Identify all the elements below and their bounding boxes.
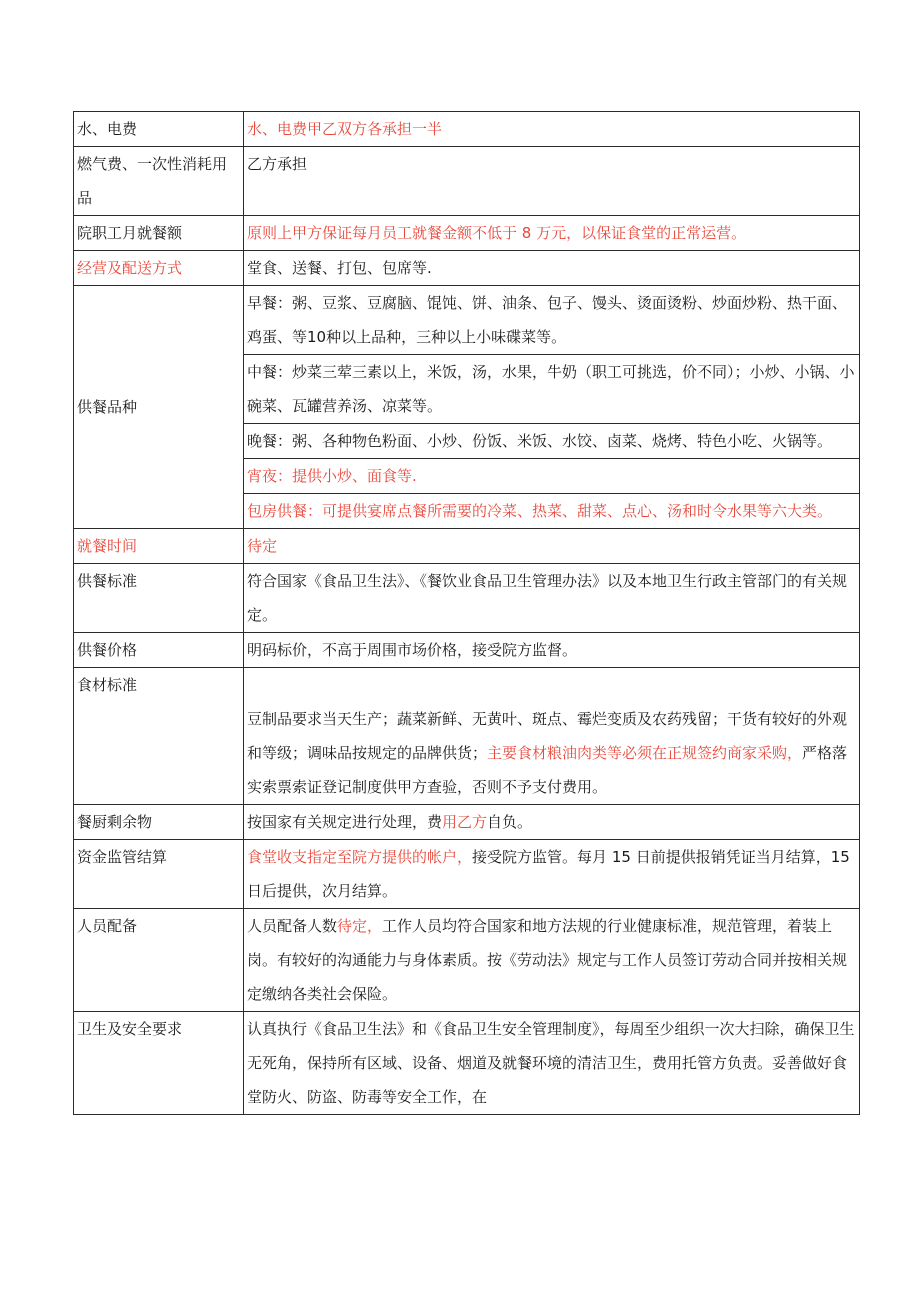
row-label: 餐厨剩余物	[74, 805, 244, 840]
text-segment: 豆制品要求当天生产；蔬菜新鲜、无黄叶、斑点、霉烂变质及农药残留；干货有较好的外观和等级；调味品按规定的品牌供货；	[247, 710, 848, 762]
contract-table	[73, 111, 860, 1115]
row-label: 供餐标准	[74, 564, 244, 633]
row-value: 乙方承担	[244, 147, 860, 216]
row-label: 卫生及安全要求	[74, 1012, 244, 1115]
row-value: 堂食、送餐、打包、包席等.	[244, 251, 860, 286]
number-value: 10	[307, 328, 327, 346]
text-segment: 种以上品种，三种以上小味碟菜等。	[326, 328, 567, 346]
table-row-gas	[74, 147, 860, 216]
highlight-text: 食堂收支指定至院方提供的帐户，	[247, 848, 473, 866]
row-value: 明码标价，不高于周围市场价格，接受院方监督。	[244, 633, 860, 668]
table-row-utilities	[74, 112, 860, 147]
text-segment: 自负。	[487, 813, 533, 831]
row-label: 供餐品种	[74, 286, 244, 529]
row-value	[244, 216, 860, 251]
row-label: 食材标准	[74, 668, 244, 805]
menu-night: 宵夜：提供小炒、面食等.	[244, 459, 860, 494]
number-value: 8	[521, 224, 532, 242]
menu-dinner: 晚餐：粥、各种物色粉面、小炒、份饭、米饭、水饺、卤菜、烧烤、特色小吃、火锅等。	[244, 424, 860, 459]
row-value: 认真执行《食品卫生法》和《食品卫生安全管理制度》，每周至少组织一次大扫除，确保卫生无死角，保持所有区域、设备、烟道及就餐环境的清洁卫生，费用托管方负责。妥善做好食堂防火、防盗、防毒等安全工作，在	[244, 1012, 860, 1115]
row-label: 就餐时间	[74, 529, 244, 564]
row-value: 待定	[244, 529, 860, 564]
highlight-text: 待定，	[337, 917, 383, 935]
text-segment: 严格落实索票索证登记制度供甲方查验，否则不予支付费用。	[247, 744, 848, 796]
table-row-ingredients	[74, 668, 860, 805]
table-row-safety	[74, 1012, 860, 1115]
row-label: 院职工月就餐额	[74, 216, 244, 251]
table-row-waste	[74, 805, 860, 840]
row-value: 水、电费甲乙双方各承担一半	[244, 112, 860, 147]
table-row-operation	[74, 251, 860, 286]
row-label: 燃气费、一次性消耗用品	[74, 147, 244, 216]
blank-line	[247, 668, 856, 702]
text-segment: 原则上甲方保证每月员工就餐金额不低于	[247, 224, 518, 242]
row-value	[244, 840, 860, 909]
text-segment: 人员配备人数	[247, 917, 338, 935]
menu-lunch: 中餐：炒菜三荤三素以上，米饭，汤，水果，牛奶（职工可挑选，价不同）；小炒、小锅、小碗菜、瓦罐营养汤、凉菜等。	[244, 355, 860, 424]
table-row-menu-breakfast	[74, 286, 860, 355]
highlight-text: 用乙方	[442, 813, 488, 831]
text-segment: 接受院方监管。每月	[472, 848, 608, 866]
row-value: 符合国家《食品卫生法》、《餐饮业食品卫生管理办法》以及本地卫生行政主管部门的有关规定。	[244, 564, 860, 633]
table-row-staff-meal	[74, 216, 860, 251]
text-segment: 工作人员均符合国家和地方法规的行业健康标准，规范管理，着装上岗。有较好的沟通能力与身体素质。按《劳动法》规定与工作人员签订劳动合同并按相关规定缴纳各类社会保险。	[247, 917, 848, 1003]
document-page	[73, 111, 859, 1115]
menu-breakfast	[244, 286, 860, 355]
text-segment: 日后提供，次月结算。	[247, 882, 398, 900]
row-label: 资金监管结算	[74, 840, 244, 909]
table-row-standard	[74, 564, 860, 633]
number-value: 15	[830, 848, 850, 866]
text-segment: 万元，以保证食堂的正常运营。	[536, 224, 747, 242]
highlight-text: 主要食材粮油肉类等必须在正规签约商家采购，	[487, 744, 803, 762]
row-label: 经营及配送方式	[74, 251, 244, 286]
row-value	[244, 909, 860, 1012]
text-segment: 日前提供报销凭证当月结算，	[635, 848, 831, 866]
table-row-staffing	[74, 909, 860, 1012]
text-segment: 按国家有关规定进行处理，费	[247, 813, 443, 831]
row-value	[244, 668, 860, 805]
row-label: 供餐价格	[74, 633, 244, 668]
menu-private: 包房供餐：可提供宴席点餐所需要的冷菜、热菜、甜菜、点心、汤和时令水果等六大类。	[244, 494, 860, 529]
row-label: 人员配备	[74, 909, 244, 1012]
table-row-price	[74, 633, 860, 668]
row-value	[244, 805, 860, 840]
row-label: 水、电费	[74, 112, 244, 147]
table-row-finance	[74, 840, 860, 909]
table-row-meal-time	[74, 529, 860, 564]
text-segment: 早餐：粥、豆浆、豆腐脑、馄饨、饼、油条、包子、馒头、烫面烫粉、炒面炒粉、热干面、鸡蛋、等	[247, 294, 848, 346]
number-value: 15	[611, 848, 631, 866]
